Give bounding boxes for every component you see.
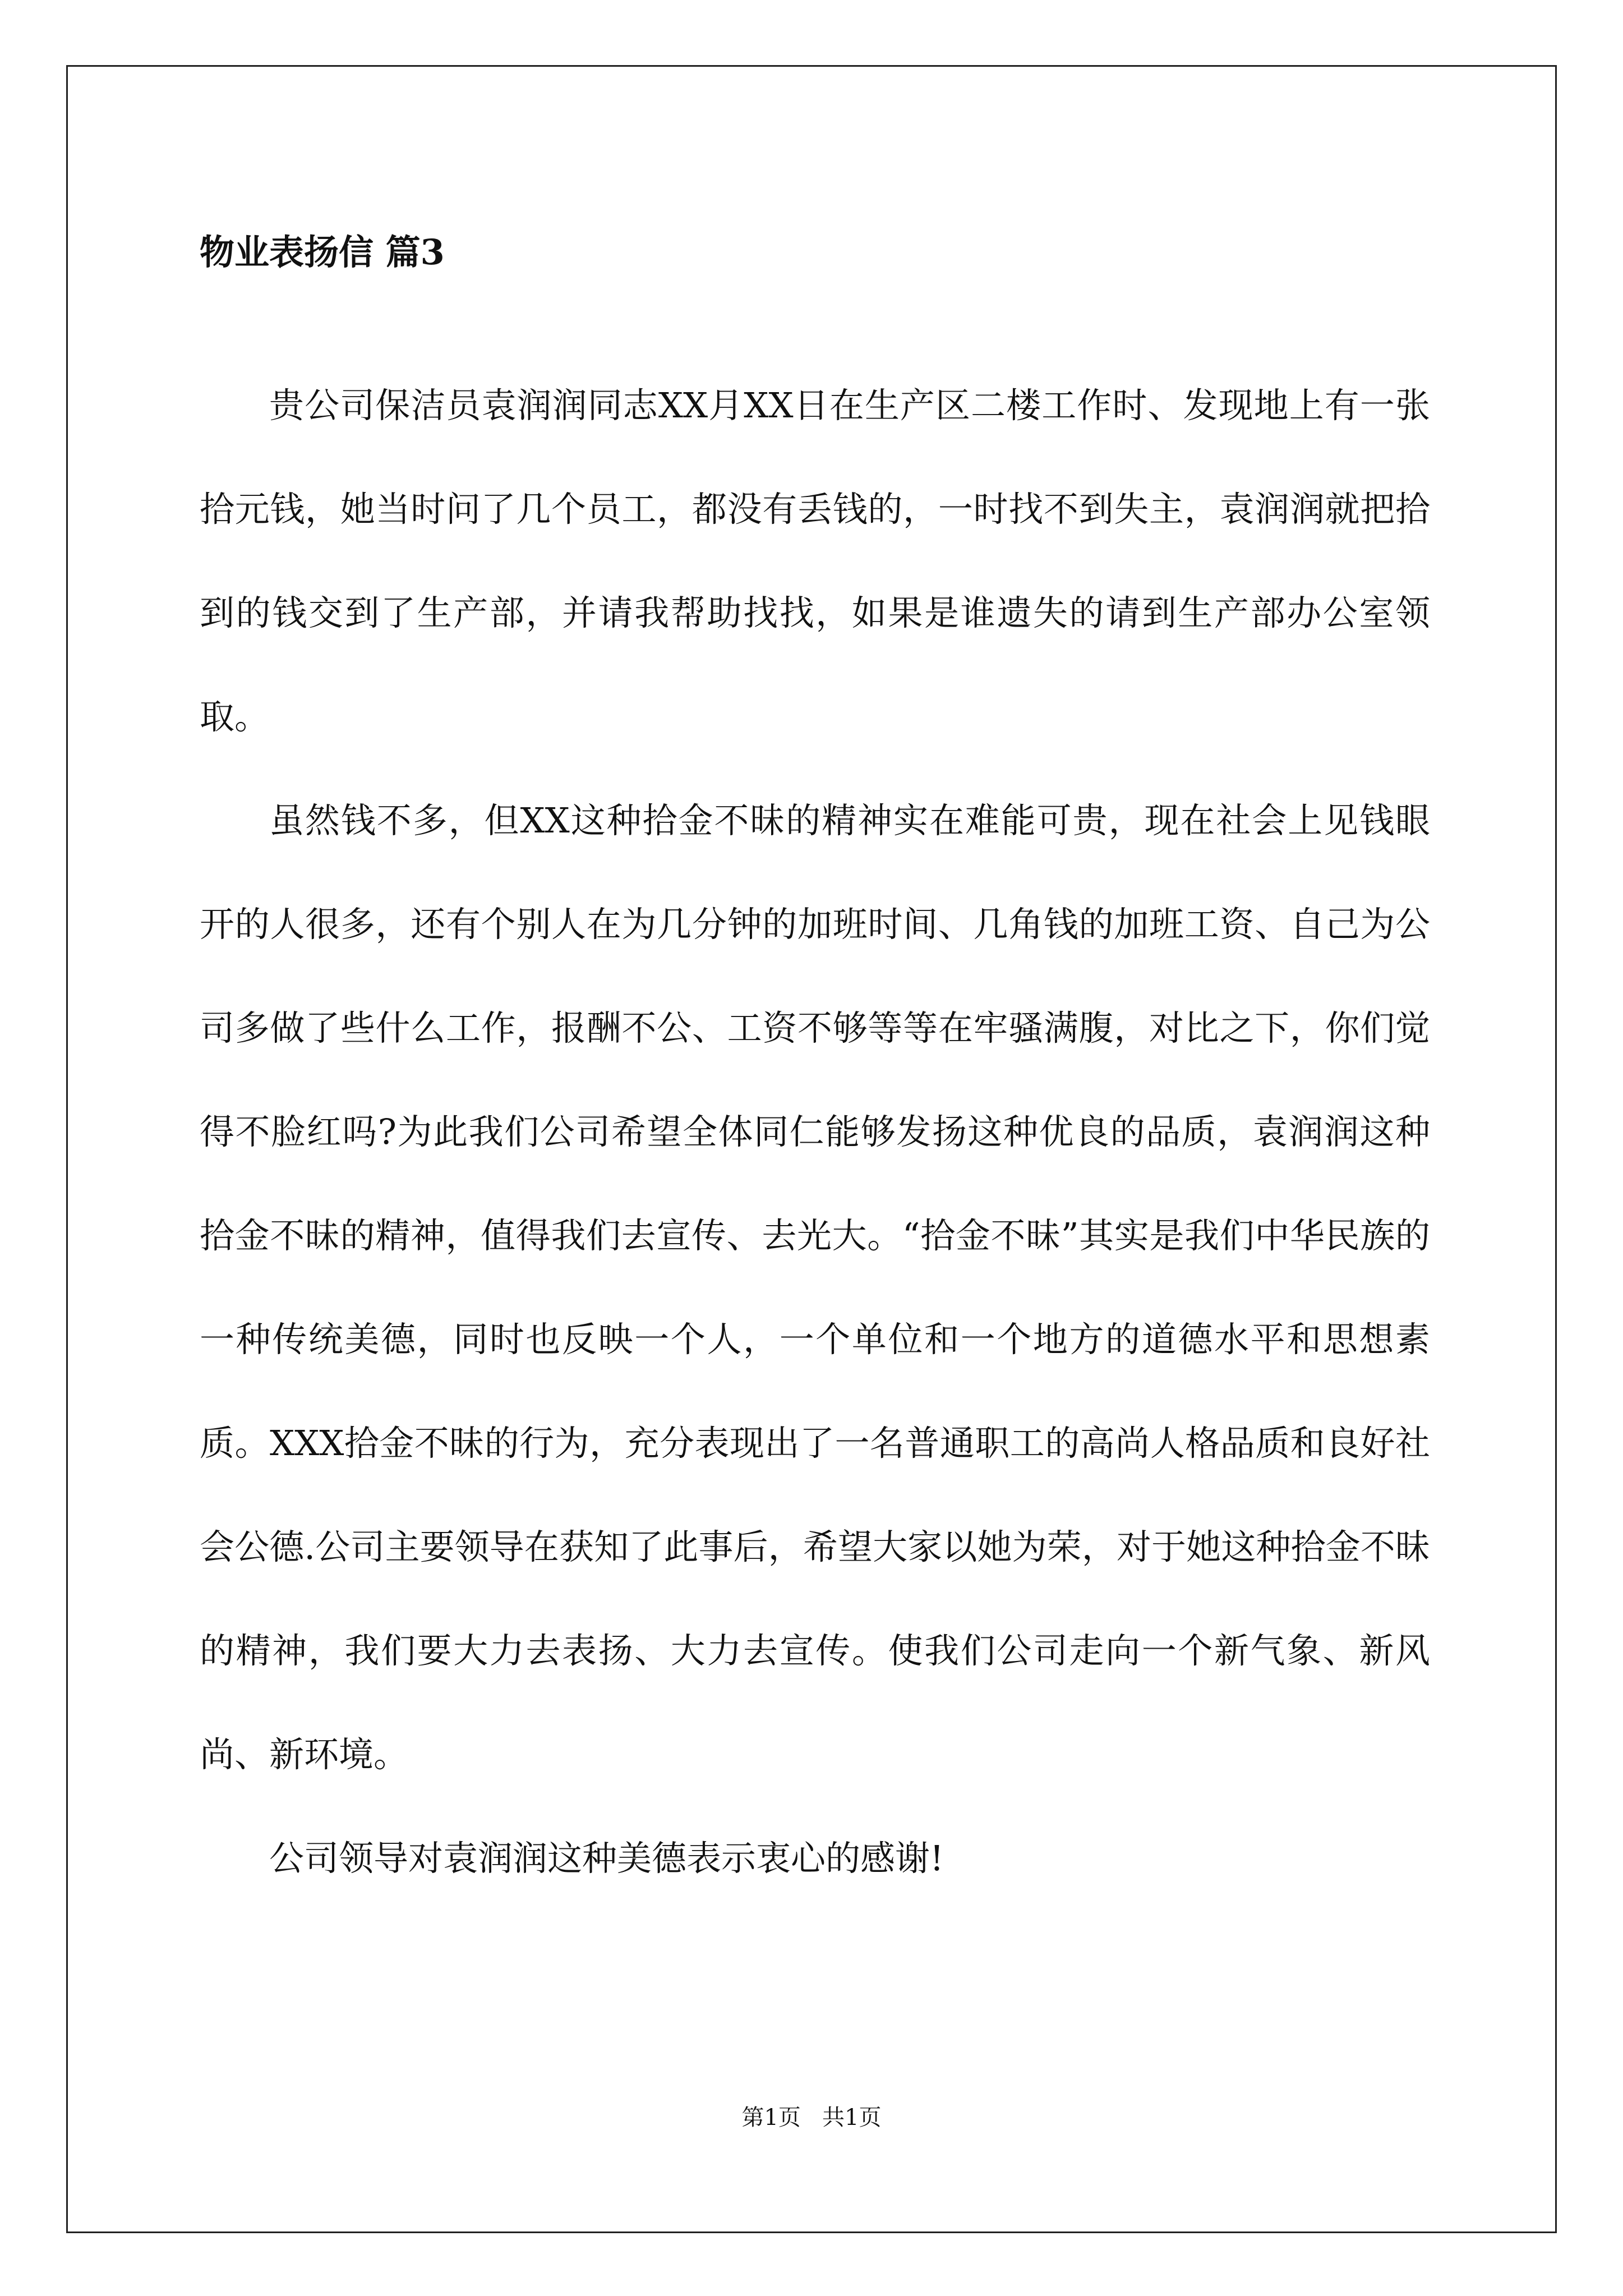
- document-body: [200, 208, 1430, 1910]
- paragraph-2: 虽然钱不多，但XX这种拾金不昧的精神实在难能可贵，现在社会上见钱眼开的人很多，还有个别人在为几分钟的加班时间、几角钱的加班工资、自己为公司多做了些什么工作，报酬不公、工资不够等等在牢骚满腹，对比之下，你们觉得不脸红吗?为此我们公司希望全体同仁能够发扬这种优良的品质，袁润润这种拾金不昧的精神，值得我们去宣传、去光大。“拾金不昧”其实是我们中华民族的一种传统美德，同时也反映一个人，一个单位和一个地方的道德水平和思想素质。XXX拾金不昧的行为，充分表现出了一名普通职工的高尚人格品质和良好社会公德.公司主要领导在获知了此事后，希望大家以她为荣，对于她这种拾金不昧的精神，我们要大力去表扬、大力去宣传。使我们公司走向一个新气象、新风尚、新环境。: [200, 800, 1430, 1775]
- document-title: 物业表扬信 篇3: [200, 232, 445, 273]
- page-footer: 第1页 共1页: [741, 2105, 882, 2131]
- paragraph-1: 贵公司保洁员袁润润同志XX月XX日在生产区二楼工作时、发现地上有一张拾元钱，她当时问了几个员工，都没有丢钱的，一时找不到失主，袁润润就把拾到的钱交到了生产部，并请我帮助找找，如果是谁遗失的请到生产部办公室领取。: [200, 385, 1430, 737]
- paragraph-3: 公司领导对袁润润这种美德表示衷心的感谢!: [269, 1838, 944, 1879]
